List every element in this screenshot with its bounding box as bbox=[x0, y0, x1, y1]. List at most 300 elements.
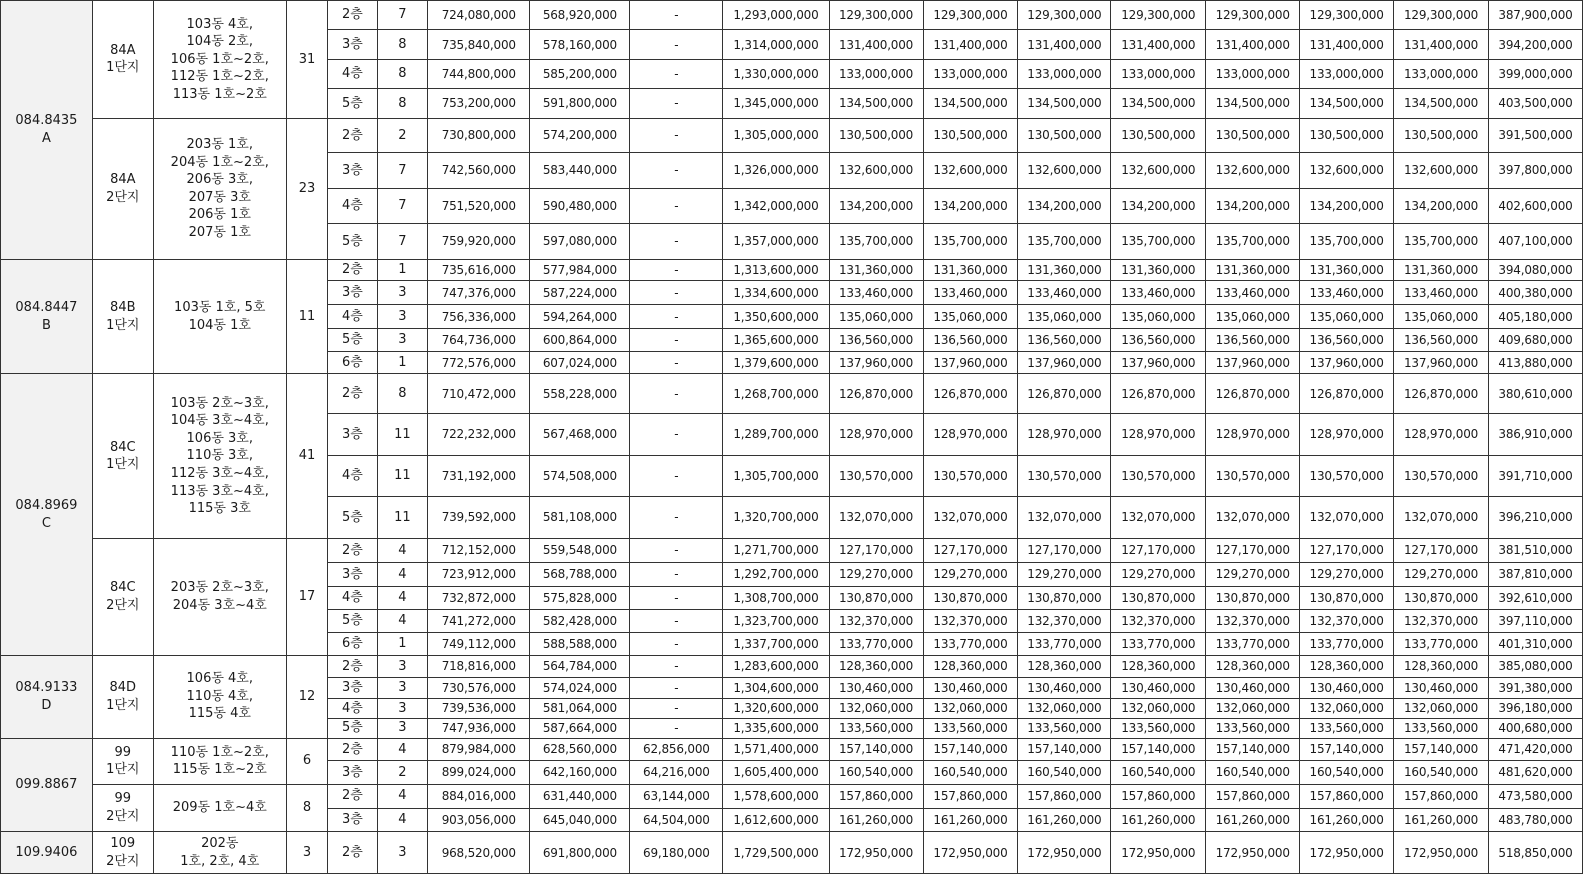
value-cell: 128,970,000 bbox=[923, 414, 1018, 456]
value-cell: - bbox=[630, 374, 723, 414]
floor-count-cell: 8 bbox=[377, 30, 428, 59]
complex-cell: 84C 1단지 bbox=[92, 374, 153, 538]
value-cell: 130,460,000 bbox=[1206, 677, 1300, 698]
value-cell: 129,300,000 bbox=[1206, 1, 1300, 30]
value-cell: 134,200,000 bbox=[923, 188, 1018, 224]
value-cell: 749,112,000 bbox=[428, 633, 530, 655]
value-cell: 568,788,000 bbox=[530, 563, 630, 586]
value-cell: 1,292,700,000 bbox=[723, 563, 829, 586]
value-cell: - bbox=[630, 586, 723, 609]
value-cell: 1,326,000,000 bbox=[723, 153, 829, 189]
floor-cell: 6층 bbox=[328, 352, 378, 374]
value-cell: 132,070,000 bbox=[1300, 497, 1394, 539]
value-cell: 131,360,000 bbox=[1018, 259, 1111, 280]
value-cell: 137,960,000 bbox=[1300, 352, 1394, 374]
value-cell: 133,460,000 bbox=[1300, 281, 1394, 305]
value-cell: 129,270,000 bbox=[1206, 563, 1300, 586]
value-cell: 133,000,000 bbox=[1394, 59, 1489, 88]
value-cell: 131,360,000 bbox=[1206, 259, 1300, 280]
value-cell: 127,170,000 bbox=[1394, 538, 1489, 562]
value-cell: 128,970,000 bbox=[1300, 414, 1394, 456]
value-cell: 133,560,000 bbox=[1111, 718, 1206, 738]
value-cell: 129,270,000 bbox=[1018, 563, 1111, 586]
floor-count-cell: 3 bbox=[377, 699, 428, 718]
value-cell: 135,700,000 bbox=[1206, 224, 1300, 260]
value-cell: 161,260,000 bbox=[923, 808, 1018, 831]
value-cell: 134,200,000 bbox=[1111, 188, 1206, 224]
value-cell: - bbox=[630, 328, 723, 351]
complex-cell: 84B 1단지 bbox=[92, 259, 153, 374]
value-cell: 403,500,000 bbox=[1489, 89, 1583, 118]
value-cell: 1,379,600,000 bbox=[723, 352, 829, 374]
value-cell: 161,260,000 bbox=[829, 808, 923, 831]
value-cell: - bbox=[630, 281, 723, 305]
value-cell: 127,170,000 bbox=[1206, 538, 1300, 562]
value-cell: 631,440,000 bbox=[530, 784, 630, 808]
value-cell: 134,500,000 bbox=[1111, 89, 1206, 118]
floor-count-cell: 11 bbox=[377, 497, 428, 539]
value-cell: 137,960,000 bbox=[1018, 352, 1111, 374]
value-cell: - bbox=[630, 655, 723, 677]
floor-count-cell: 3 bbox=[377, 281, 428, 305]
complex-cell: 109 2단지 bbox=[92, 832, 153, 874]
value-cell: 764,736,000 bbox=[428, 328, 530, 351]
value-cell: 133,560,000 bbox=[1394, 718, 1489, 738]
value-cell: 130,460,000 bbox=[829, 677, 923, 698]
value-cell: 157,140,000 bbox=[1300, 738, 1394, 760]
value-cell: 127,170,000 bbox=[829, 538, 923, 562]
value-cell: 628,560,000 bbox=[530, 738, 630, 760]
value-cell: 128,970,000 bbox=[1394, 414, 1489, 456]
value-cell: 1,314,000,000 bbox=[723, 30, 829, 59]
floor-count-cell: 8 bbox=[377, 89, 428, 118]
value-cell: 1,268,700,000 bbox=[723, 374, 829, 414]
value-cell: 160,540,000 bbox=[1300, 761, 1394, 784]
value-cell: 1,313,600,000 bbox=[723, 259, 829, 280]
value-cell: 133,460,000 bbox=[1394, 281, 1489, 305]
value-cell: 62,856,000 bbox=[630, 738, 723, 760]
table-row bbox=[1, 538, 1583, 562]
value-cell: 126,870,000 bbox=[1206, 374, 1300, 414]
value-cell: - bbox=[630, 89, 723, 118]
value-cell: 585,200,000 bbox=[530, 59, 630, 88]
value-cell: 129,300,000 bbox=[1111, 1, 1206, 30]
value-cell: 130,570,000 bbox=[1111, 455, 1206, 497]
value-cell: 1,350,600,000 bbox=[723, 305, 829, 328]
floor-cell: 2층 bbox=[328, 259, 378, 280]
floor-count-cell: 4 bbox=[377, 563, 428, 586]
value-cell: 130,500,000 bbox=[923, 118, 1018, 153]
value-cell: 1,612,600,000 bbox=[723, 808, 829, 831]
value-cell: 132,060,000 bbox=[1111, 699, 1206, 718]
value-cell: 129,270,000 bbox=[1111, 563, 1206, 586]
value-cell: 567,468,000 bbox=[530, 414, 630, 456]
value-cell: 587,224,000 bbox=[530, 281, 630, 305]
value-cell: 394,200,000 bbox=[1489, 30, 1583, 59]
floor-count-cell: 8 bbox=[377, 374, 428, 414]
value-cell: 133,770,000 bbox=[1111, 633, 1206, 655]
value-cell: 130,500,000 bbox=[1111, 118, 1206, 153]
floor-count-cell: 4 bbox=[377, 784, 428, 808]
value-cell: 884,016,000 bbox=[428, 784, 530, 808]
household-count-cell: 3 bbox=[286, 832, 327, 874]
value-cell: 130,570,000 bbox=[923, 455, 1018, 497]
value-cell: 128,970,000 bbox=[829, 414, 923, 456]
value-cell: - bbox=[630, 118, 723, 153]
complex-cell: 84D 1단지 bbox=[92, 655, 153, 738]
value-cell: 1,289,700,000 bbox=[723, 414, 829, 456]
value-cell: 160,540,000 bbox=[1206, 761, 1300, 784]
value-cell: 391,710,000 bbox=[1489, 455, 1583, 497]
floor-cell: 4층 bbox=[328, 699, 378, 718]
floor-count-cell: 4 bbox=[377, 609, 428, 632]
value-cell: 130,870,000 bbox=[829, 586, 923, 609]
value-cell: 1,293,000,000 bbox=[723, 1, 829, 30]
value-cell: 127,170,000 bbox=[1018, 538, 1111, 562]
value-cell: 133,770,000 bbox=[923, 633, 1018, 655]
value-cell: 578,160,000 bbox=[530, 30, 630, 59]
value-cell: 1,305,700,000 bbox=[723, 455, 829, 497]
value-cell: 135,060,000 bbox=[1111, 305, 1206, 328]
value-cell: 558,228,000 bbox=[530, 374, 630, 414]
value-cell: 131,360,000 bbox=[1394, 259, 1489, 280]
value-cell: 1,308,700,000 bbox=[723, 586, 829, 609]
value-cell: 899,024,000 bbox=[428, 761, 530, 784]
value-cell: 133,460,000 bbox=[923, 281, 1018, 305]
value-cell: 131,360,000 bbox=[923, 259, 1018, 280]
value-cell: 130,460,000 bbox=[1300, 677, 1394, 698]
value-cell: 157,140,000 bbox=[1206, 738, 1300, 760]
complex-cell: 99 2단지 bbox=[92, 784, 153, 832]
floor-cell: 2층 bbox=[328, 118, 378, 153]
value-cell: - bbox=[630, 188, 723, 224]
value-cell: - bbox=[630, 563, 723, 586]
table-row bbox=[1, 118, 1583, 153]
floor-count-cell: 4 bbox=[377, 808, 428, 831]
value-cell: 1,578,600,000 bbox=[723, 784, 829, 808]
value-cell: 385,080,000 bbox=[1489, 655, 1583, 677]
value-cell: 128,970,000 bbox=[1111, 414, 1206, 456]
value-cell: 642,160,000 bbox=[530, 761, 630, 784]
unit-type-cell: 084.8447 B bbox=[1, 259, 93, 374]
value-cell: 1,337,700,000 bbox=[723, 633, 829, 655]
floor-count-cell: 3 bbox=[377, 832, 428, 874]
value-cell: 161,260,000 bbox=[1394, 808, 1489, 831]
value-cell: 157,140,000 bbox=[1018, 738, 1111, 760]
value-cell: 747,376,000 bbox=[428, 281, 530, 305]
value-cell: 133,560,000 bbox=[829, 718, 923, 738]
value-cell: 126,870,000 bbox=[1111, 374, 1206, 414]
value-cell: - bbox=[630, 633, 723, 655]
value-cell: 127,170,000 bbox=[1111, 538, 1206, 562]
value-cell: 132,600,000 bbox=[829, 153, 923, 189]
floor-count-cell: 3 bbox=[377, 718, 428, 738]
value-cell: 1,320,600,000 bbox=[723, 699, 829, 718]
value-cell: 132,370,000 bbox=[1111, 609, 1206, 632]
value-cell: 129,300,000 bbox=[829, 1, 923, 30]
value-cell: 136,560,000 bbox=[1111, 328, 1206, 351]
value-cell: 137,960,000 bbox=[829, 352, 923, 374]
value-cell: 129,270,000 bbox=[923, 563, 1018, 586]
value-cell: 723,912,000 bbox=[428, 563, 530, 586]
value-cell: 157,140,000 bbox=[1394, 738, 1489, 760]
floor-cell: 2층 bbox=[328, 1, 378, 30]
value-cell: 1,271,700,000 bbox=[723, 538, 829, 562]
value-cell: 130,870,000 bbox=[1111, 586, 1206, 609]
value-cell: 133,770,000 bbox=[829, 633, 923, 655]
household-count-cell: 11 bbox=[286, 259, 327, 374]
floor-cell: 2층 bbox=[328, 738, 378, 760]
value-cell: 739,536,000 bbox=[428, 699, 530, 718]
floor-cell: 3층 bbox=[328, 414, 378, 456]
value-cell: 135,700,000 bbox=[829, 224, 923, 260]
value-cell: 607,024,000 bbox=[530, 352, 630, 374]
floor-count-cell: 4 bbox=[377, 586, 428, 609]
value-cell: 135,060,000 bbox=[1300, 305, 1394, 328]
floor-cell: 4층 bbox=[328, 586, 378, 609]
floor-cell: 3층 bbox=[328, 677, 378, 698]
floor-count-cell: 3 bbox=[377, 677, 428, 698]
value-cell: 968,520,000 bbox=[428, 832, 530, 874]
value-cell: 739,592,000 bbox=[428, 497, 530, 539]
value-cell: 130,460,000 bbox=[923, 677, 1018, 698]
value-cell: 588,588,000 bbox=[530, 633, 630, 655]
value-cell: 130,500,000 bbox=[1018, 118, 1111, 153]
value-cell: 407,100,000 bbox=[1489, 224, 1583, 260]
value-cell: 722,232,000 bbox=[428, 414, 530, 456]
value-cell: 133,560,000 bbox=[1206, 718, 1300, 738]
value-cell: 132,060,000 bbox=[829, 699, 923, 718]
value-cell: 157,860,000 bbox=[1394, 784, 1489, 808]
value-cell: 135,060,000 bbox=[1394, 305, 1489, 328]
floor-count-cell: 4 bbox=[377, 538, 428, 562]
floor-count-cell: 1 bbox=[377, 352, 428, 374]
value-cell: 129,300,000 bbox=[1018, 1, 1111, 30]
value-cell: - bbox=[630, 305, 723, 328]
unit-type-cell: 084.9133 D bbox=[1, 655, 93, 738]
value-cell: - bbox=[630, 677, 723, 698]
floor-cell: 2층 bbox=[328, 538, 378, 562]
value-cell: 131,400,000 bbox=[1394, 30, 1489, 59]
value-cell: - bbox=[630, 352, 723, 374]
value-cell: 172,950,000 bbox=[1111, 832, 1206, 874]
table-row bbox=[1, 1, 1583, 30]
value-cell: 133,460,000 bbox=[829, 281, 923, 305]
unit-type-cell: 099.8867 bbox=[1, 738, 93, 831]
value-cell: 160,540,000 bbox=[1111, 761, 1206, 784]
complex-cell: 84C 2단지 bbox=[92, 538, 153, 655]
value-cell: 132,600,000 bbox=[1111, 153, 1206, 189]
value-cell: 747,936,000 bbox=[428, 718, 530, 738]
floor-count-cell: 7 bbox=[377, 188, 428, 224]
value-cell: - bbox=[630, 497, 723, 539]
value-cell: 128,360,000 bbox=[1394, 655, 1489, 677]
floor-cell: 2층 bbox=[328, 655, 378, 677]
value-cell: 64,216,000 bbox=[630, 761, 723, 784]
value-cell: 730,800,000 bbox=[428, 118, 530, 153]
value-cell: 128,970,000 bbox=[1206, 414, 1300, 456]
unit-type-cell: 109.9406 bbox=[1, 832, 93, 874]
value-cell: 582,428,000 bbox=[530, 609, 630, 632]
value-cell: 133,000,000 bbox=[829, 59, 923, 88]
value-cell: 136,560,000 bbox=[1018, 328, 1111, 351]
value-cell: 577,984,000 bbox=[530, 259, 630, 280]
value-cell: 742,560,000 bbox=[428, 153, 530, 189]
value-cell: 172,950,000 bbox=[1394, 832, 1489, 874]
value-cell: 712,152,000 bbox=[428, 538, 530, 562]
unit-type-cell: 084.8969 C bbox=[1, 374, 93, 655]
value-cell: 132,370,000 bbox=[829, 609, 923, 632]
value-cell: 137,960,000 bbox=[1394, 352, 1489, 374]
value-cell: 126,870,000 bbox=[923, 374, 1018, 414]
value-cell: 134,500,000 bbox=[829, 89, 923, 118]
value-cell: 131,400,000 bbox=[1111, 30, 1206, 59]
value-cell: 401,310,000 bbox=[1489, 633, 1583, 655]
floor-cell: 4층 bbox=[328, 188, 378, 224]
value-cell: 132,600,000 bbox=[1394, 153, 1489, 189]
value-cell: 568,920,000 bbox=[530, 1, 630, 30]
building-units-cell: 103동 2호~3호, 104동 3호~4호, 106동 3호, 110동 3호, 112동 3호~4호, 113동 3호~4호, 115동 3호 bbox=[153, 374, 286, 538]
value-cell: 131,360,000 bbox=[1111, 259, 1206, 280]
value-cell: - bbox=[630, 30, 723, 59]
household-count-cell: 6 bbox=[286, 738, 327, 784]
floor-cell: 4층 bbox=[328, 305, 378, 328]
household-count-cell: 23 bbox=[286, 118, 327, 259]
value-cell: 132,070,000 bbox=[829, 497, 923, 539]
floor-cell: 6층 bbox=[328, 633, 378, 655]
value-cell: 172,950,000 bbox=[1018, 832, 1111, 874]
value-cell: 129,270,000 bbox=[1300, 563, 1394, 586]
value-cell: 172,950,000 bbox=[1300, 832, 1394, 874]
value-cell: 133,770,000 bbox=[1300, 633, 1394, 655]
floor-count-cell: 2 bbox=[377, 761, 428, 784]
floor-cell: 3층 bbox=[328, 281, 378, 305]
value-cell: 394,080,000 bbox=[1489, 259, 1583, 280]
value-cell: 1,320,700,000 bbox=[723, 497, 829, 539]
value-cell: 135,060,000 bbox=[1018, 305, 1111, 328]
floor-cell: 3층 bbox=[328, 30, 378, 59]
value-cell: 133,000,000 bbox=[1018, 59, 1111, 88]
value-cell: 129,270,000 bbox=[1394, 563, 1489, 586]
value-cell: 392,610,000 bbox=[1489, 586, 1583, 609]
value-cell: 172,950,000 bbox=[1206, 832, 1300, 874]
value-cell: 134,200,000 bbox=[1018, 188, 1111, 224]
value-cell: 471,420,000 bbox=[1489, 738, 1583, 760]
table-row bbox=[1, 374, 1583, 414]
value-cell: - bbox=[630, 1, 723, 30]
value-cell: 131,360,000 bbox=[829, 259, 923, 280]
value-cell: 581,064,000 bbox=[530, 699, 630, 718]
value-cell: 160,540,000 bbox=[1018, 761, 1111, 784]
value-cell: 129,270,000 bbox=[829, 563, 923, 586]
value-cell: 741,272,000 bbox=[428, 609, 530, 632]
value-cell: 134,500,000 bbox=[1394, 89, 1489, 118]
floor-cell: 3층 bbox=[328, 153, 378, 189]
value-cell: 730,576,000 bbox=[428, 677, 530, 698]
value-cell: 718,816,000 bbox=[428, 655, 530, 677]
value-cell: 126,870,000 bbox=[1394, 374, 1489, 414]
value-cell: 386,910,000 bbox=[1489, 414, 1583, 456]
value-cell: 130,870,000 bbox=[1394, 586, 1489, 609]
complex-cell: 84A 1단지 bbox=[92, 1, 153, 119]
value-cell: 518,850,000 bbox=[1489, 832, 1583, 874]
value-cell: 133,000,000 bbox=[923, 59, 1018, 88]
value-cell: 132,370,000 bbox=[1300, 609, 1394, 632]
floor-count-cell: 4 bbox=[377, 738, 428, 760]
value-cell: 135,060,000 bbox=[1206, 305, 1300, 328]
value-cell: 129,300,000 bbox=[1300, 1, 1394, 30]
value-cell: 135,700,000 bbox=[923, 224, 1018, 260]
value-cell: 137,960,000 bbox=[1206, 352, 1300, 374]
floor-count-cell: 3 bbox=[377, 305, 428, 328]
value-cell: 133,770,000 bbox=[1206, 633, 1300, 655]
value-cell: - bbox=[630, 718, 723, 738]
value-cell: 157,140,000 bbox=[829, 738, 923, 760]
value-cell: 691,800,000 bbox=[530, 832, 630, 874]
value-cell: 132,370,000 bbox=[1018, 609, 1111, 632]
value-cell: 63,144,000 bbox=[630, 784, 723, 808]
floor-cell: 3층 bbox=[328, 808, 378, 831]
value-cell: 132,600,000 bbox=[1300, 153, 1394, 189]
value-cell: 132,060,000 bbox=[1018, 699, 1111, 718]
value-cell: 903,056,000 bbox=[428, 808, 530, 831]
value-cell: 735,840,000 bbox=[428, 30, 530, 59]
table-row bbox=[1, 259, 1583, 280]
value-cell: 731,192,000 bbox=[428, 455, 530, 497]
floor-cell: 5층 bbox=[328, 609, 378, 632]
value-cell: - bbox=[630, 259, 723, 280]
value-cell: 130,570,000 bbox=[1206, 455, 1300, 497]
value-cell: - bbox=[630, 153, 723, 189]
value-cell: 135,700,000 bbox=[1111, 224, 1206, 260]
value-cell: 1,365,600,000 bbox=[723, 328, 829, 351]
value-cell: 126,870,000 bbox=[1018, 374, 1111, 414]
value-cell: 879,984,000 bbox=[428, 738, 530, 760]
value-cell: 133,000,000 bbox=[1111, 59, 1206, 88]
value-cell: 1,323,700,000 bbox=[723, 609, 829, 632]
value-cell: 397,110,000 bbox=[1489, 609, 1583, 632]
value-cell: 126,870,000 bbox=[1300, 374, 1394, 414]
value-cell: 483,780,000 bbox=[1489, 808, 1583, 831]
value-cell: 132,600,000 bbox=[1018, 153, 1111, 189]
value-cell: 134,200,000 bbox=[829, 188, 923, 224]
price-table-body bbox=[1, 1, 1583, 874]
complex-cell: 84A 2단지 bbox=[92, 118, 153, 259]
value-cell: 160,540,000 bbox=[1394, 761, 1489, 784]
value-cell: - bbox=[630, 609, 723, 632]
value-cell: 132,370,000 bbox=[1206, 609, 1300, 632]
value-cell: 135,700,000 bbox=[1018, 224, 1111, 260]
value-cell: 157,860,000 bbox=[1206, 784, 1300, 808]
value-cell: 581,108,000 bbox=[530, 497, 630, 539]
household-count-cell: 17 bbox=[286, 538, 327, 655]
table-row bbox=[1, 655, 1583, 677]
value-cell: 574,024,000 bbox=[530, 677, 630, 698]
value-cell: 134,200,000 bbox=[1206, 188, 1300, 224]
value-cell: 134,500,000 bbox=[923, 89, 1018, 118]
value-cell: 1,283,600,000 bbox=[723, 655, 829, 677]
value-cell: 134,500,000 bbox=[1206, 89, 1300, 118]
value-cell: 131,360,000 bbox=[1300, 259, 1394, 280]
value-cell: 559,548,000 bbox=[530, 538, 630, 562]
value-cell: 132,600,000 bbox=[923, 153, 1018, 189]
value-cell: 751,520,000 bbox=[428, 188, 530, 224]
value-cell: 590,480,000 bbox=[530, 188, 630, 224]
value-cell: 157,140,000 bbox=[1111, 738, 1206, 760]
value-cell: 381,510,000 bbox=[1489, 538, 1583, 562]
value-cell: 135,060,000 bbox=[829, 305, 923, 328]
value-cell: 132,070,000 bbox=[923, 497, 1018, 539]
